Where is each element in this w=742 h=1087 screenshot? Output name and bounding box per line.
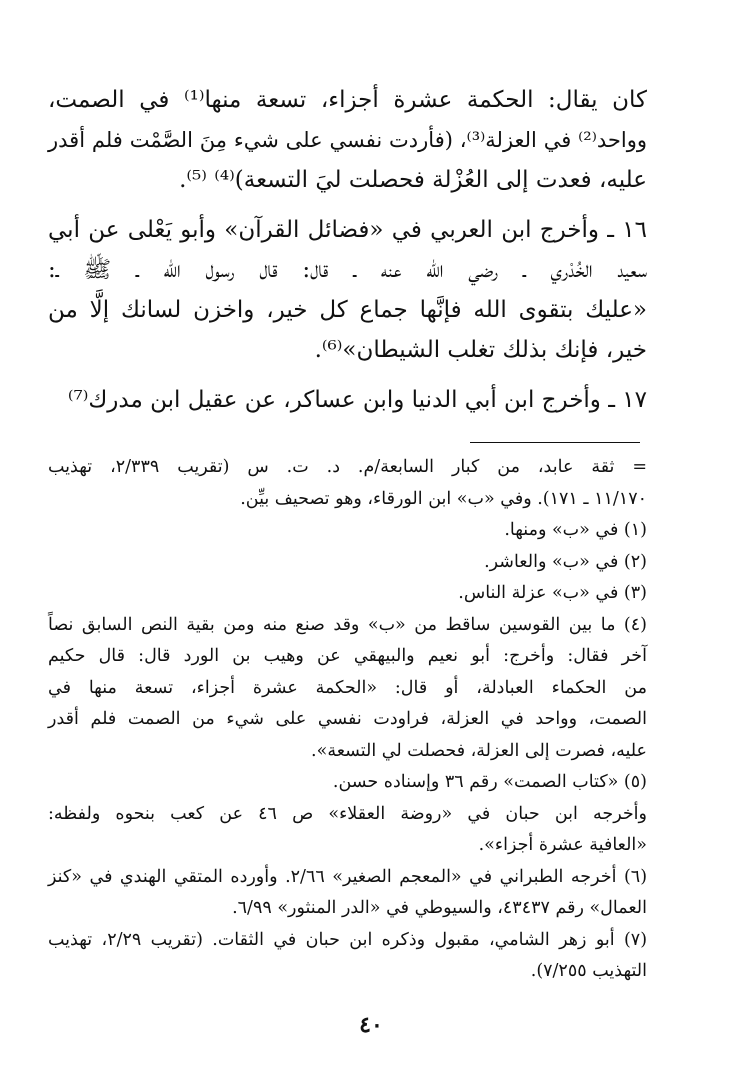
- footnote-line: (٣) في «ب» عزلة الناس.: [458, 583, 647, 603]
- footnote-line: ١١/١٧٠ ـ ١٧١). وفي «ب» ابن الورقاء، وهو تصحيف بيِّن.: [240, 488, 647, 509]
- paragraph-gap: [48, 370, 647, 380]
- main-text-block: [48, 80, 647, 420]
- main-text-line: «عليك بتقوى الله فإنَّها جماع كل خير، واخزن لسانك إلَّا من: [48, 297, 647, 323]
- footnote-line: (٤) ما بين القوسين ساقط من «ب» وقد صنع منه ومن بقية النص السابق نصاً: [48, 614, 647, 635]
- main-text-line: وواحد⁽²⁾ في العزلة⁽³⁾، (فأردت نفسي على شيء مِنَ الصَّمْت فلم أقدر: [48, 128, 647, 152]
- footnote-line: = ثقة عابد، من كبار السابعة/م. د. ت. س (تقريب ٢/٣٣٩، تهذيب: [48, 457, 648, 477]
- main-text-line: ١٦ ـ وأخرج ابن العربي في «فضائل القرآن» وأبو يَعْلى عن أبي: [48, 217, 647, 243]
- page-number: ٤٠: [359, 1012, 383, 1038]
- footnote-line: آخر فقال: وأخرج: أبو نعيم والبيهقي عن وهيب بن الورد قال: قال حكيم: [48, 646, 647, 666]
- footnote-line: (٥) «كتاب الصمت» رقم ٣٦ وإسناده حسن.: [332, 772, 647, 792]
- footnote-line: العمال» رقم ٤٣٤٣٧، والسيوطي في «الدر المنثور» ٦/٩٩.: [232, 898, 647, 918]
- footnote-line: «العافية عشرة أجزاء».: [478, 835, 647, 855]
- footnote-line: من الحكماء العبادلة، أو قال: «الحكمة عشرة أجزاء، تسعة منها في: [48, 677, 647, 698]
- main-text-line: خير، فإنك بذلك تغلب الشيطان»⁽⁶⁾.: [314, 337, 647, 363]
- footnote-line: وأخرجه ابن حبان في «روضة العقلاء» ص ٤٦ عن كعب بنحوه ولفظه:: [48, 803, 647, 824]
- paragraph-gap: [48, 200, 647, 210]
- footnote-divider: [470, 442, 640, 443]
- footnote-line: عليه، فصرت إلى العزلة، فحصلت لي التسعة».: [311, 740, 647, 761]
- main-text-line: سعيد الخُدْري ـ رضي الله عنه ـ قال: قال رسول الله ـ ﷺ ـ:: [48, 257, 647, 283]
- footnote-line: (٧) أبو زهر الشامي، مقبول وذكره ابن حبان في الثقات. (تقريب ٢/٢٩، تهذيب: [48, 929, 648, 950]
- footnote-line: التهذيب ٧/٢٥٥).: [530, 961, 647, 981]
- main-text-line: كان يقال: الحكمة عشرة أجزاء، تسعة منها⁽¹⁾ في الصمت،: [48, 87, 647, 113]
- footnote-line: (١) في «ب» ومنها.: [504, 520, 647, 540]
- main-text-line: ١٧ ـ وأخرج ابن أبي الدنيا وابن عساكر، عن عقيل ابن مدرك⁽⁷⁾: [67, 387, 647, 413]
- main-text-line: عليه، فعدت إلى العُزْلة فحصلت ليَ التسعة)⁽⁴⁾ ⁽⁵⁾.: [179, 167, 647, 193]
- footnotes-block: [48, 452, 647, 988]
- footnote-line: (٢) في «ب» والعاشر.: [484, 551, 647, 572]
- footnote-line: (٦) أخرجه الطبراني في «المعجم الصغير» ٢/٦٦. وأورده المتقي الهندي في «كنز: [48, 866, 648, 887]
- footnote-line: الصمت، وواحد في العزلة، فراودت نفسي على شيء من الصمت فلم أقدر: [48, 709, 647, 729]
